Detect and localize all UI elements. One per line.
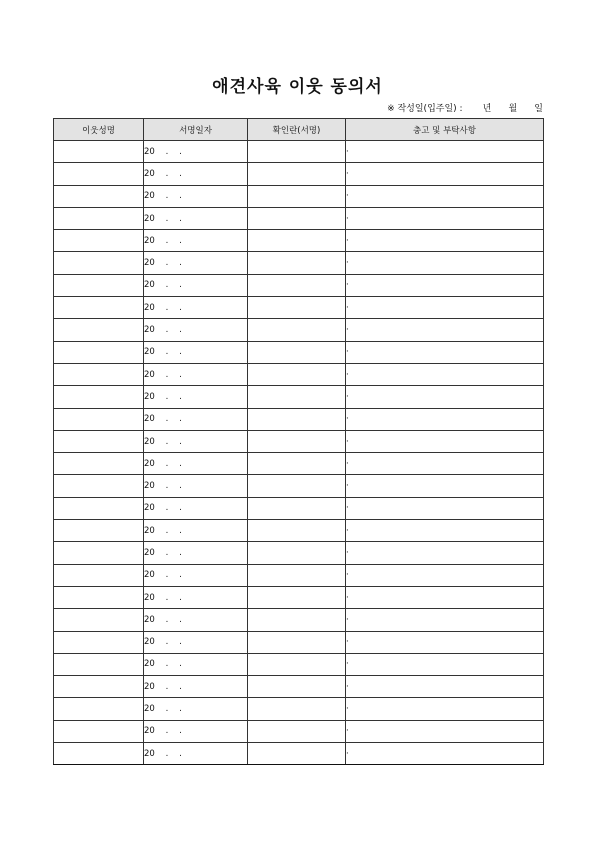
confirm-signature-cell[interactable] bbox=[248, 386, 346, 408]
document-title: 애견사육 이웃 동의서 bbox=[212, 77, 383, 97]
sign-date-cell[interactable]: 20 . . bbox=[144, 676, 248, 698]
sign-date-cell[interactable]: 20 . . bbox=[144, 207, 248, 229]
neighbor-name-cell[interactable] bbox=[54, 274, 144, 296]
sign-date-cell[interactable]: 20 . . bbox=[144, 230, 248, 252]
confirm-signature-cell[interactable] bbox=[248, 163, 346, 185]
table-row bbox=[54, 475, 544, 497]
remark-cell[interactable]: · bbox=[346, 297, 544, 319]
sign-date-cell[interactable]: 20 . . bbox=[144, 297, 248, 319]
table-row bbox=[54, 676, 544, 698]
remark-cell[interactable]: · bbox=[346, 252, 544, 274]
table-row bbox=[54, 430, 544, 452]
neighbor-name-cell[interactable] bbox=[54, 564, 144, 586]
sign-date-cell[interactable]: 20 . . bbox=[144, 631, 248, 653]
table-row bbox=[54, 631, 544, 653]
confirm-signature-cell[interactable] bbox=[248, 542, 346, 564]
confirm-signature-cell[interactable] bbox=[248, 453, 346, 475]
remark-cell[interactable]: · bbox=[346, 586, 544, 608]
remark-cell[interactable]: · bbox=[346, 363, 544, 385]
table-row bbox=[54, 653, 544, 675]
sign-date-cell[interactable]: 20 . . bbox=[144, 185, 248, 207]
remark-cell[interactable]: · bbox=[346, 475, 544, 497]
table-row bbox=[54, 698, 544, 720]
table-row bbox=[54, 586, 544, 608]
header-advice-requests: 충고 및 부탁사항 bbox=[346, 119, 544, 141]
sign-date-cell[interactable]: 20 . . bbox=[144, 720, 248, 742]
confirm-signature-cell[interactable] bbox=[248, 586, 346, 608]
neighbor-name-cell[interactable] bbox=[54, 475, 144, 497]
confirm-signature-cell[interactable] bbox=[248, 720, 346, 742]
confirm-signature-cell[interactable] bbox=[248, 230, 346, 252]
confirm-signature-cell[interactable] bbox=[248, 274, 346, 296]
remark-cell[interactable]: · bbox=[346, 341, 544, 363]
remark-cell[interactable]: · bbox=[346, 542, 544, 564]
neighbor-name-cell[interactable] bbox=[54, 653, 144, 675]
remark-cell[interactable]: · bbox=[346, 564, 544, 586]
remark-cell[interactable]: · bbox=[346, 430, 544, 452]
confirm-signature-cell[interactable] bbox=[248, 207, 346, 229]
sign-date-cell[interactable]: 20 . . bbox=[144, 252, 248, 274]
remark-cell[interactable]: · bbox=[346, 274, 544, 296]
neighbor-name-cell[interactable] bbox=[54, 408, 144, 430]
neighbor-name-cell[interactable] bbox=[54, 252, 144, 274]
remark-cell[interactable]: · bbox=[346, 163, 544, 185]
sign-date-cell[interactable]: 20 . . bbox=[144, 586, 248, 608]
neighbor-name-cell[interactable] bbox=[54, 631, 144, 653]
neighbor-name-cell[interactable] bbox=[54, 386, 144, 408]
sign-date-cell[interactable]: 20 . . bbox=[144, 564, 248, 586]
neighbor-name-cell[interactable] bbox=[54, 520, 144, 542]
neighbor-name-cell[interactable] bbox=[54, 586, 144, 608]
sign-date-cell[interactable]: 20 . . bbox=[144, 453, 248, 475]
table-header-row bbox=[54, 119, 544, 141]
neighbor-name-cell[interactable] bbox=[54, 698, 144, 720]
confirm-signature-cell[interactable] bbox=[248, 363, 346, 385]
sign-date-cell[interactable]: 20 . . bbox=[144, 408, 248, 430]
remark-cell[interactable]: · bbox=[346, 631, 544, 653]
confirm-signature-cell[interactable] bbox=[248, 408, 346, 430]
neighbor-name-cell[interactable] bbox=[54, 430, 144, 452]
neighbor-name-cell[interactable] bbox=[54, 497, 144, 519]
confirm-signature-cell[interactable] bbox=[248, 430, 346, 452]
neighbor-name-cell[interactable] bbox=[54, 542, 144, 564]
remark-cell[interactable]: · bbox=[346, 609, 544, 631]
table-row bbox=[54, 297, 544, 319]
remark-cell[interactable]: · bbox=[346, 653, 544, 675]
remark-cell[interactable]: · bbox=[346, 497, 544, 519]
remark-cell[interactable]: · bbox=[346, 676, 544, 698]
table-row bbox=[54, 564, 544, 586]
neighbor-name-cell[interactable] bbox=[54, 341, 144, 363]
remark-cell[interactable]: · bbox=[346, 720, 544, 742]
neighbor-name-cell[interactable] bbox=[54, 207, 144, 229]
header-sign-date: 서명일자 bbox=[144, 119, 248, 141]
sign-date-cell[interactable]: 20 . . bbox=[144, 497, 248, 519]
confirm-signature-cell[interactable] bbox=[248, 297, 346, 319]
table-row bbox=[54, 341, 544, 363]
header-neighbor-name: 이웃성명 bbox=[54, 119, 144, 141]
neighbor-consent-table bbox=[53, 118, 544, 765]
table-row bbox=[54, 520, 544, 542]
sign-date-cell[interactable]: 20 . . bbox=[144, 274, 248, 296]
header-confirm-signature: 확인란(서명) bbox=[248, 119, 346, 141]
table-row bbox=[54, 408, 544, 430]
neighbor-name-cell[interactable] bbox=[54, 230, 144, 252]
remark-cell[interactable]: · bbox=[346, 408, 544, 430]
remark-cell[interactable]: · bbox=[346, 230, 544, 252]
sign-date-cell[interactable]: 20 . . bbox=[144, 743, 248, 765]
sign-date-cell[interactable]: 20 . . bbox=[144, 141, 248, 163]
neighbor-name-cell[interactable] bbox=[54, 676, 144, 698]
neighbor-name-cell[interactable] bbox=[54, 297, 144, 319]
remark-cell[interactable]: · bbox=[346, 453, 544, 475]
table-row bbox=[54, 141, 544, 163]
table-row bbox=[54, 363, 544, 385]
confirm-signature-cell[interactable] bbox=[248, 319, 346, 341]
sign-date-cell[interactable]: 20 . . bbox=[144, 319, 248, 341]
sign-date-cell[interactable]: 20 . . bbox=[144, 475, 248, 497]
table-row bbox=[54, 743, 544, 765]
table-row bbox=[54, 720, 544, 742]
confirm-signature-cell[interactable] bbox=[248, 252, 346, 274]
confirm-signature-cell[interactable] bbox=[248, 676, 346, 698]
confirm-signature-cell[interactable] bbox=[248, 609, 346, 631]
table-row bbox=[54, 274, 544, 296]
confirm-signature-cell[interactable] bbox=[248, 341, 346, 363]
sign-date-cell[interactable]: 20 . . bbox=[144, 341, 248, 363]
remark-cell[interactable]: · bbox=[346, 743, 544, 765]
sign-date-cell[interactable]: 20 . . bbox=[144, 542, 248, 564]
neighbor-name-cell[interactable] bbox=[54, 720, 144, 742]
sign-date-cell[interactable]: 20 . . bbox=[144, 430, 248, 452]
sign-date-cell[interactable]: 20 . . bbox=[144, 163, 248, 185]
table-row bbox=[54, 453, 544, 475]
sign-date-cell[interactable]: 20 . . bbox=[144, 386, 248, 408]
remark-cell[interactable]: · bbox=[346, 207, 544, 229]
confirm-signature-cell[interactable] bbox=[248, 497, 346, 519]
remark-cell[interactable]: · bbox=[346, 185, 544, 207]
written-date-line: ※ 작성일(입주일) : 년 월 일 bbox=[387, 104, 543, 114]
neighbor-name-cell[interactable] bbox=[54, 743, 144, 765]
table-row bbox=[54, 185, 544, 207]
sign-date-cell[interactable]: 20 . . bbox=[144, 363, 248, 385]
confirm-signature-cell[interactable] bbox=[248, 141, 346, 163]
remark-cell[interactable]: · bbox=[346, 319, 544, 341]
remark-cell[interactable]: · bbox=[346, 141, 544, 163]
table-row bbox=[54, 163, 544, 185]
confirm-signature-cell[interactable] bbox=[248, 653, 346, 675]
table-row bbox=[54, 497, 544, 519]
table-row bbox=[54, 609, 544, 631]
confirm-signature-cell[interactable] bbox=[248, 520, 346, 542]
sign-date-cell[interactable]: 20 . . bbox=[144, 609, 248, 631]
sign-date-cell[interactable]: 20 . . bbox=[144, 698, 248, 720]
neighbor-name-cell[interactable] bbox=[54, 453, 144, 475]
confirm-signature-cell[interactable] bbox=[248, 564, 346, 586]
remark-cell[interactable]: · bbox=[346, 698, 544, 720]
confirm-signature-cell[interactable] bbox=[248, 631, 346, 653]
neighbor-name-cell[interactable] bbox=[54, 319, 144, 341]
table-row bbox=[54, 230, 544, 252]
table-row bbox=[54, 319, 544, 341]
neighbor-name-cell[interactable] bbox=[54, 363, 144, 385]
confirm-signature-cell[interactable] bbox=[248, 743, 346, 765]
remark-cell[interactable]: · bbox=[346, 386, 544, 408]
table-row bbox=[54, 386, 544, 408]
confirm-signature-cell[interactable] bbox=[248, 475, 346, 497]
table-row bbox=[54, 207, 544, 229]
neighbor-name-cell[interactable] bbox=[54, 141, 144, 163]
neighbor-name-cell[interactable] bbox=[54, 609, 144, 631]
confirm-signature-cell[interactable] bbox=[248, 185, 346, 207]
neighbor-name-cell[interactable] bbox=[54, 163, 144, 185]
sign-date-cell[interactable]: 20 . . bbox=[144, 520, 248, 542]
sign-date-cell[interactable]: 20 . . bbox=[144, 653, 248, 675]
neighbor-name-cell[interactable] bbox=[54, 185, 144, 207]
table-row bbox=[54, 252, 544, 274]
confirm-signature-cell[interactable] bbox=[248, 698, 346, 720]
remark-cell[interactable]: · bbox=[346, 520, 544, 542]
table-row bbox=[54, 542, 544, 564]
